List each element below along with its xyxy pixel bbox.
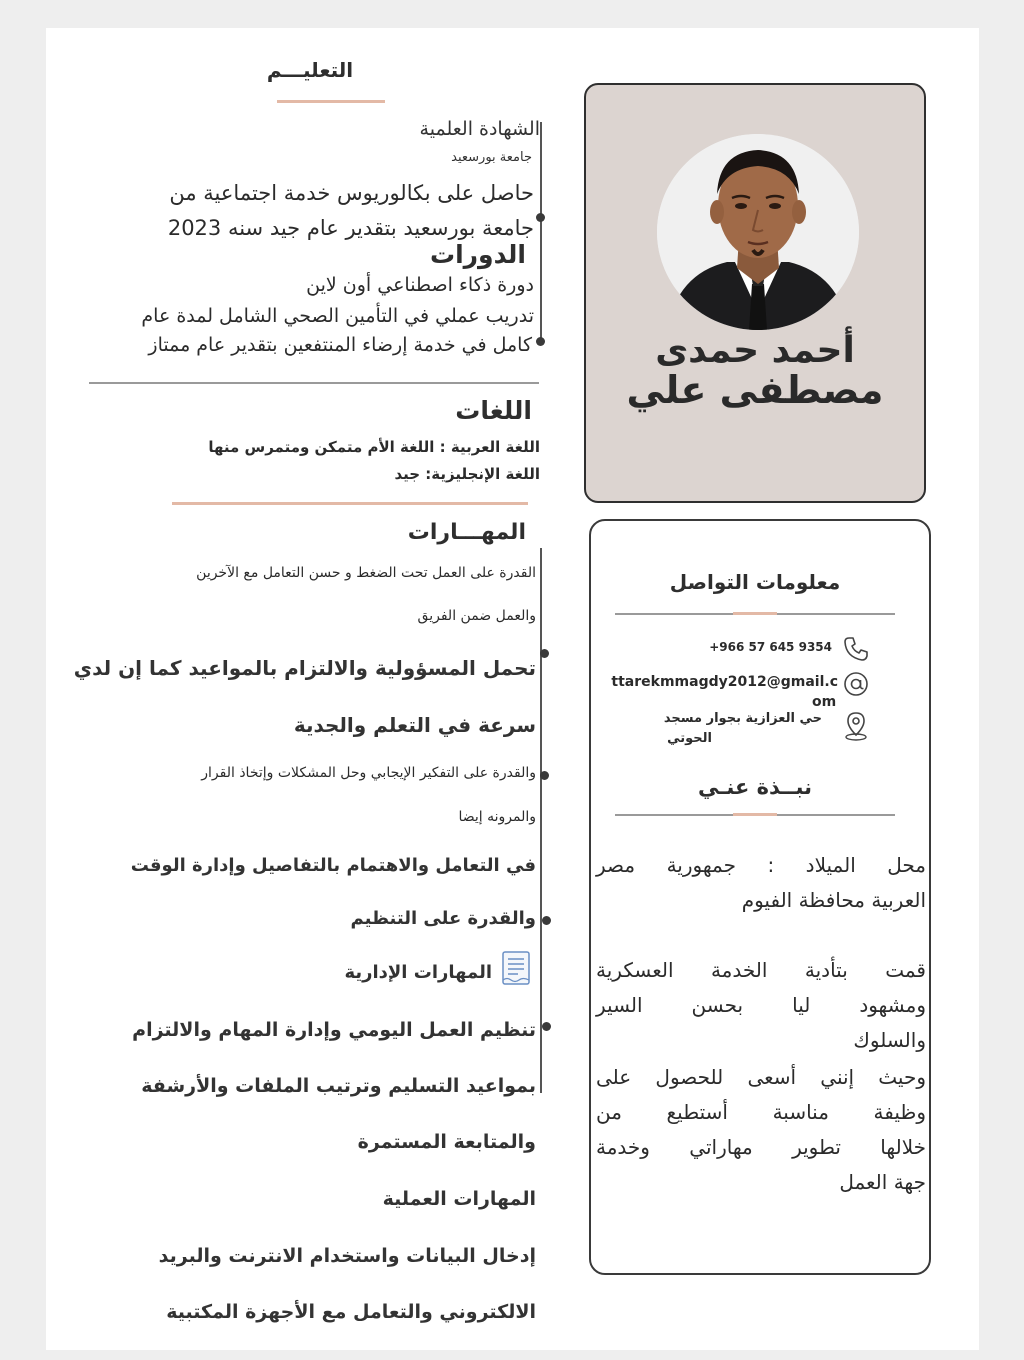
timeline-dot [542, 1022, 551, 1031]
education-title: التعليـــم [266, 58, 354, 82]
skills-timeline [540, 548, 542, 1093]
divider [89, 382, 539, 384]
skill-line-2: والعمل ضمن الفريق [417, 608, 536, 624]
timeline-dot [540, 649, 549, 658]
about-military-service: قمت بتأدية الخدمة العسكرية ومشهود ليا بحسن السير والسلوك [596, 958, 926, 1052]
contact-title: معلومات التواصل [669, 570, 841, 594]
timeline-dot [540, 771, 549, 780]
skill-line-9: تنظيم العمل اليومي وإدارة المهام والالتزام [132, 1019, 536, 1041]
email-line-2: om [812, 694, 837, 710]
skill-line-6: والمرونه إيضا [458, 809, 536, 825]
languages-title: اللغات [455, 396, 532, 425]
language-arabic: اللغة العربية : اللغة الأم متمكن ومتمرس منها [208, 438, 540, 456]
course-line-3: كامل في خدمة إرضاء المنتفعين بتقدير عام ممتاز [148, 334, 532, 356]
courses-heading: الدورات [429, 240, 526, 269]
university-name: جامعة بورسعيد [451, 150, 532, 165]
skill-line-7: في التعامل والاهتمام بالتفاصيل وإدارة الوقت [130, 855, 536, 876]
about-birth-place: محل الميلاد : جمهورية مصر العربية محافظة الفيوم [596, 853, 926, 912]
language-english: اللغة الإنجليزية: جيد [394, 465, 540, 483]
skill-line-4: سرعة في التعلم والجدية [293, 713, 536, 737]
skill-line-12: إدخال البيانات واستخدام الانترنت والبريد [158, 1245, 536, 1267]
skill-line-8: والقدرة على التنظيم [350, 908, 536, 929]
skill-line-5: والقدرة على التفكير الإيجابي وحل المشكلات وإتخاذ القرار [201, 765, 536, 781]
email-line-1: ttarekmmagdy2012@gmail.c [611, 674, 838, 690]
timeline-dot [536, 337, 545, 346]
profile-name-line-1: أحمد حمدى [655, 330, 855, 371]
document-icon [500, 950, 532, 986]
email-icon [842, 670, 870, 698]
skill-line-3: تحمل المسؤولية والالتزام بالمواعيد كما إن لدي [73, 656, 536, 680]
timeline-dot [542, 916, 551, 925]
about-title: نبــذة عنـي [698, 775, 812, 799]
phone-icon [842, 635, 870, 663]
about-career-goal: وحيث إنني أسعى للحصول على وظيفة مناسبة أستطيع من خلالها تطوير مهاراتي وخدمة جهة العمل [596, 1065, 926, 1194]
skill-line-1: القدرة على العمل تحت الضغط و حسن التعامل مع الآخرين [196, 565, 536, 581]
skill-line-11: والمتابعة المستمرة [357, 1131, 536, 1153]
course-line-1: دورة ذكاء اصطناعي أون لاين [306, 274, 534, 296]
skill-line-13: الالكتروني والتعامل مع الأجهزة المكتبية [166, 1301, 536, 1323]
timeline-dot [536, 213, 545, 222]
degree-line-2: جامعة بورسعيد بتقدير عام جيد سنه 2023 [167, 216, 534, 240]
about-divider-accent [733, 813, 777, 816]
phone-number: +966 57 645 9354 [709, 640, 832, 654]
profile-photo [657, 134, 859, 330]
practical-skills-heading: المهارات العملية [382, 1188, 536, 1210]
education-title-underline [277, 100, 385, 103]
degree-line-1: حاصل على بكالوريوس خدمة اجتماعية من [169, 181, 534, 205]
course-line-2: تدريب عملي في التأمين الصحي الشامل لمدة عام [141, 305, 534, 327]
degree-heading: الشهادة العلمية [419, 118, 540, 140]
address-line-1: حي العزازية بجوار مسجد [663, 711, 822, 726]
contact-divider-accent [733, 612, 777, 615]
admin-skills-heading: المهارات الإدارية [344, 962, 492, 983]
divider-accent [172, 502, 528, 505]
skill-line-10: بمواعيد التسليم وترتيب الملفات والأرشفة [141, 1075, 536, 1097]
skills-title: المهـــارات [407, 520, 526, 545]
location-icon [842, 710, 870, 742]
profile-name-line-2: مصطفى علي [626, 368, 884, 412]
address-line-2: الحوتي [667, 731, 712, 746]
education-timeline [540, 122, 542, 342]
